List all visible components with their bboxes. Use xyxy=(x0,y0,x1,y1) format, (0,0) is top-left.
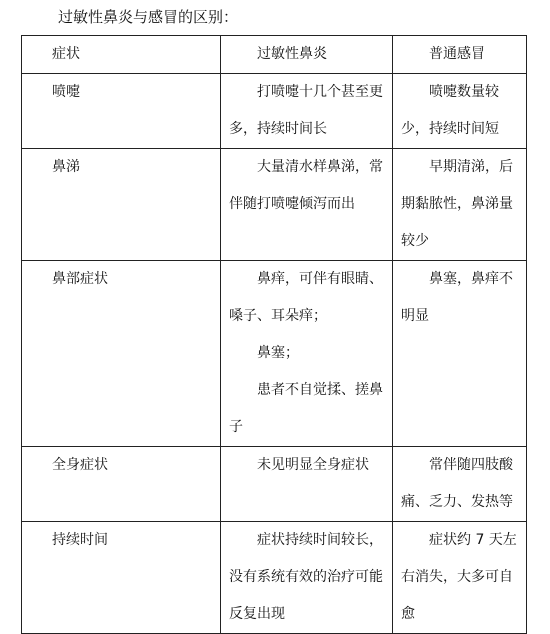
cold-cell xyxy=(393,261,527,447)
allergic-cell xyxy=(221,522,393,634)
cold-cell xyxy=(393,149,527,261)
allergic-text: 大量清水样鼻涕，常伴随打喷嚏倾泻而出 xyxy=(229,159,383,212)
table-row xyxy=(22,74,527,149)
symptom-cell: 鼻涕 xyxy=(22,149,221,261)
cold-text: 症状约 7 天左右消失，大多可自愈 xyxy=(401,532,517,622)
column-header-allergic-rhinitis: 过敏性鼻炎 xyxy=(221,36,393,74)
allergic-cell xyxy=(221,149,393,261)
table-row xyxy=(22,149,527,261)
cold-text: 早期清涕，后期黏脓性，鼻涕量较少 xyxy=(401,159,513,249)
table-row xyxy=(22,261,527,447)
allergic-text: 鼻痒，可伴有眼睛、嗓子、耳朵痒； xyxy=(229,271,383,324)
allergic-text: 打喷嚏十几个甚至更多，持续时间长 xyxy=(229,84,383,137)
cold-text: 鼻塞，鼻痒不明显 xyxy=(401,271,513,324)
allergic-text: 症状持续时间较长，没有系统有效的治疗可能反复出现 xyxy=(229,532,383,622)
symptom-cell: 喷嚏 xyxy=(22,74,221,149)
cold-cell xyxy=(393,447,527,522)
cold-text: 喷嚏数量较少，持续时间短 xyxy=(401,84,499,137)
allergic-cell xyxy=(221,261,393,447)
allergic-text: 患者不自觉揉、搓鼻子 xyxy=(229,382,383,435)
cold-text: 常伴随四肢酸痛、乏力、发热等 xyxy=(401,457,513,510)
comparison-table xyxy=(21,35,527,634)
allergic-text: 未见明显全身症状 xyxy=(257,457,369,473)
table-header-row xyxy=(22,36,527,74)
cold-cell xyxy=(393,522,527,634)
table-row xyxy=(22,447,527,522)
cold-cell xyxy=(393,74,527,149)
symptom-cell: 全身症状 xyxy=(22,447,221,522)
column-header-symptom: 症状 xyxy=(22,36,221,74)
column-header-common-cold: 普通感冒 xyxy=(393,36,527,74)
page-title: 过敏性鼻炎与感冒的区别： xyxy=(58,8,239,26)
allergic-cell xyxy=(221,74,393,149)
allergic-text: 鼻塞； xyxy=(257,345,299,361)
symptom-cell: 鼻部症状 xyxy=(22,261,221,447)
symptom-cell: 持续时间 xyxy=(22,522,221,634)
allergic-cell xyxy=(221,447,393,522)
table-row xyxy=(22,522,527,634)
